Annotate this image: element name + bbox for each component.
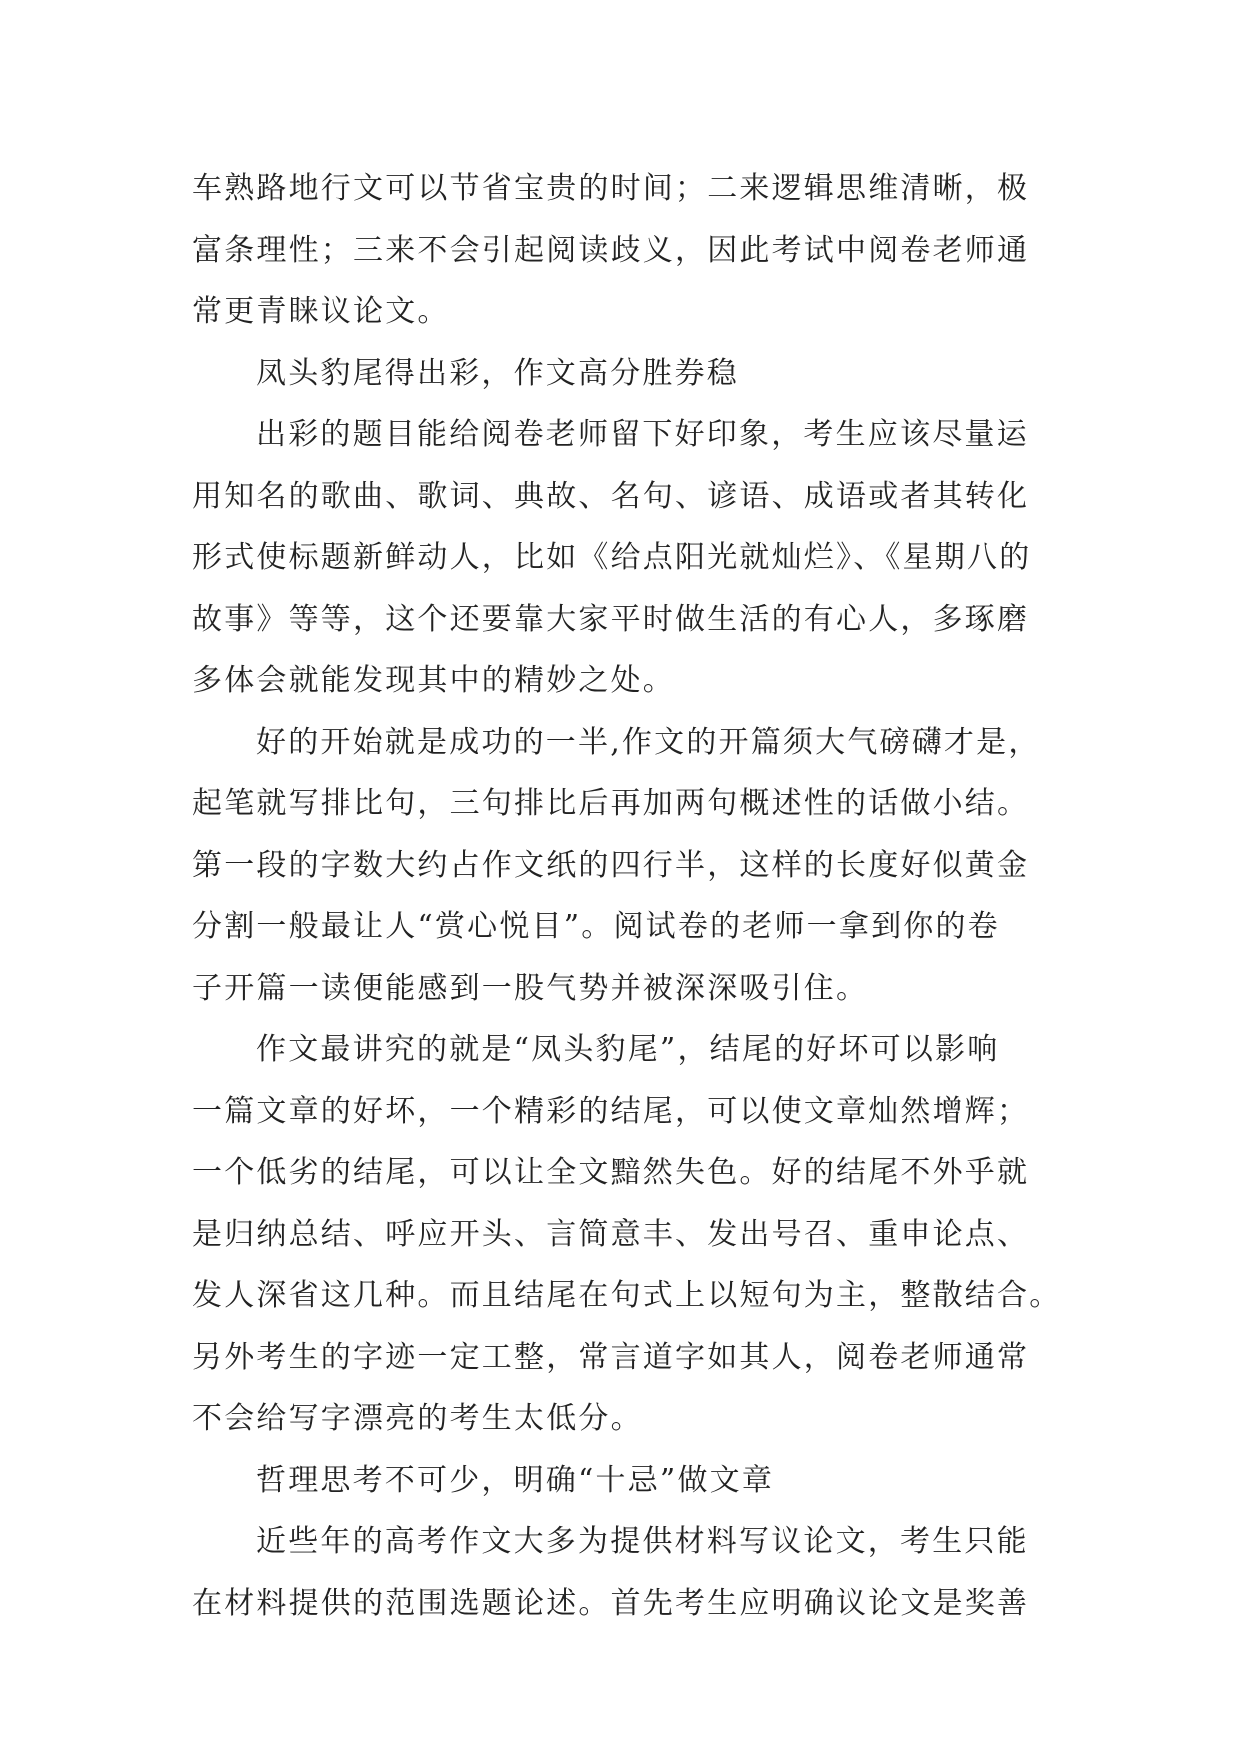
paragraph-start: 作文最讲究的就是“凤头豹尾”，结尾的好坏可以影响 [256,1032,1000,1067]
text-line: 形式使标题新鲜动人，比如《给点阳光就灿烂》、《星期八的 [192,540,1032,575]
text-line: 用知名的歌曲、歌词、典故、名句、谚语、成语或者其转化 [192,478,1030,514]
paragraph-start: 出彩的题目能给阅卷老师留下好印象，考生应该尽量运 [256,417,1029,452]
section-heading: 凤头豹尾得出彩，作文高分胜券稳 [256,355,739,391]
text-line: 常更青睐议论文。 [192,294,450,329]
text-line: 另外考生的字迹一定工整，常言道字如其人，阅卷老师通常 [192,1339,1030,1375]
text-line: 起笔就写排比句，三句排比后再加两句概述性的话做小结。 [192,786,1030,821]
text-line: 一个低劣的结尾，可以让全文黯然失色。好的结尾不外乎就 [192,1155,1030,1190]
text-line: 在材料提供的范围选题论述。首先考生应明确议论文是奖善 [192,1585,1030,1621]
text-line: 故事》等等，这个还要靠大家平时做生活的有心人，多琢磨 [192,601,1030,637]
text-line: 子开篇一读便能感到一股气势并被深深吸引住。 [192,970,869,1006]
paragraph-start: 近些年的高考作文大多为提供材料写议论文，考生只能 [256,1524,1029,1559]
text-line: 富条理性；三来不会引起阅读歧义，因此考试中阅卷老师通 [192,232,1030,268]
text-line: 分割一般最让人“赏心悦目”。阅试卷的老师一拿到你的卷 [192,909,1000,944]
text-line: 车熟路地行文可以节省宝贵的时间；二来逻辑思维清晰，极 [192,171,1030,206]
text-line: 多体会就能发现其中的精妙之处。 [192,663,675,698]
text-line: 第一段的字数大约占作文纸的四行半，这样的长度好似黄金 [192,847,1030,883]
text-line: 发人深省这几种。而且结尾在句式上以短句为主，整散结合。 [192,1278,1062,1313]
section-heading: 哲理思考不可少，明确“十忌”做文章 [256,1462,775,1498]
text-line: 是归纳总结、呼应开头、言简意丰、发出号召、重申论点、 [192,1216,1030,1252]
text-line: 一篇文章的好坏，一个精彩的结尾，可以使文章灿然增辉； [192,1093,1030,1129]
body-text [192,158,1072,1634]
paragraph-start: 好的开始就是成功的一半,作文的开篇须大气磅礴才是， [256,724,1041,760]
text-line: 不会给写字漂亮的考生太低分。 [192,1401,643,1436]
